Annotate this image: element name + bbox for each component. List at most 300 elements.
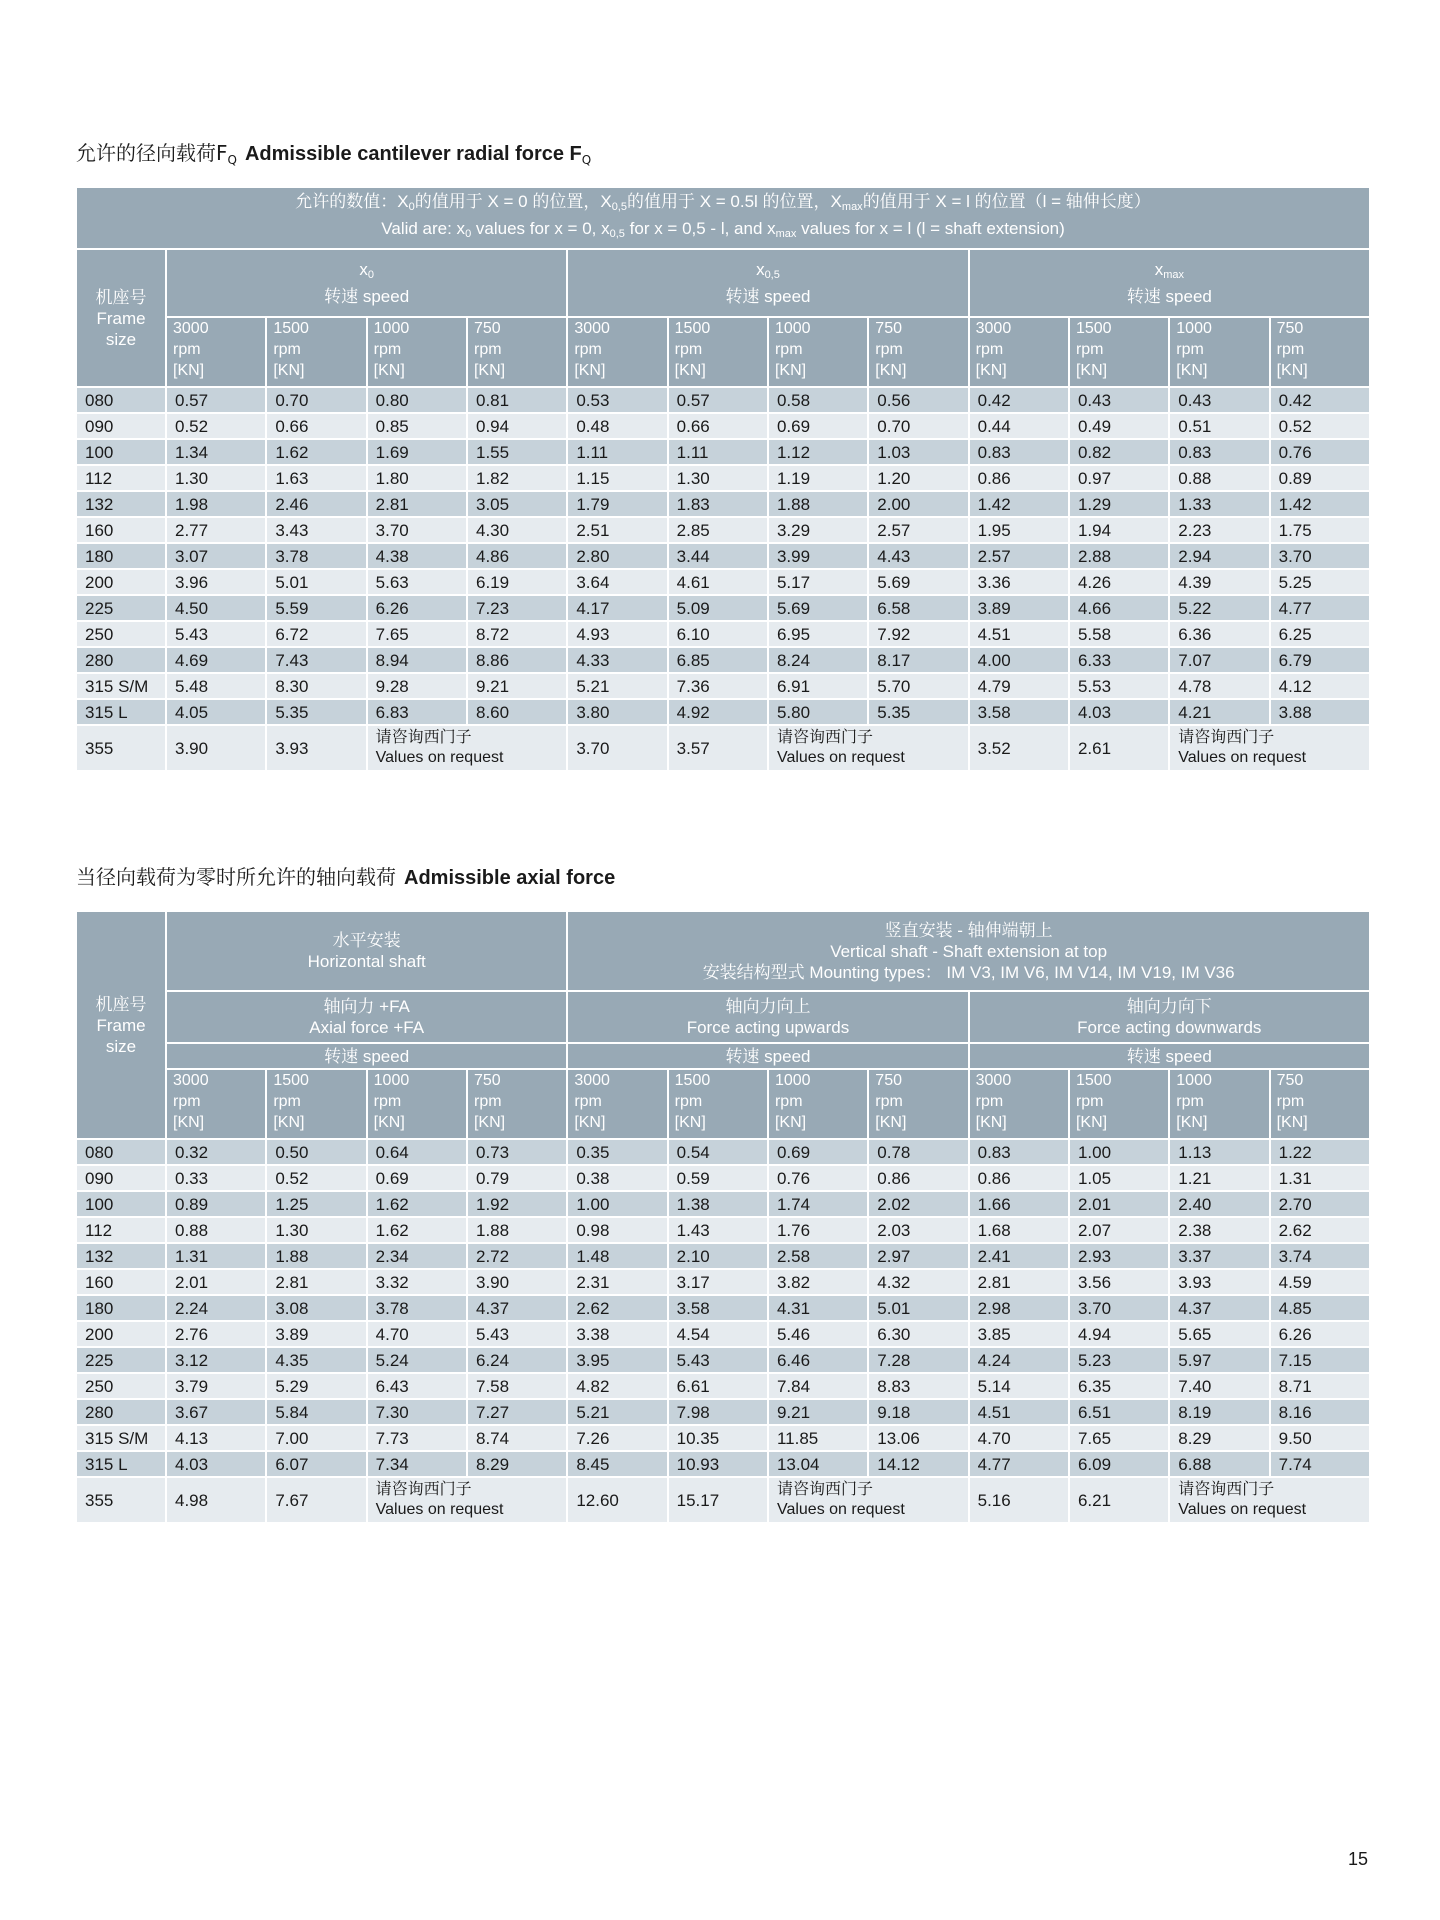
force-value-cell: 4.54: [668, 1321, 768, 1347]
force-value-cell: 0.49: [1069, 413, 1169, 439]
force-value-cell: 0.98: [567, 1217, 667, 1243]
table-row: [76, 1295, 1370, 1321]
force-value-cell: 13.04: [768, 1451, 868, 1477]
force-value-cell: 1.80: [367, 465, 467, 491]
force-value-cell: 0.88: [166, 1217, 266, 1243]
force-value-cell: 3.64: [567, 569, 667, 595]
force-value-cell: 3.29: [768, 517, 868, 543]
force-value-cell: 2.72: [467, 1243, 567, 1269]
force-value-cell: 6.61: [668, 1373, 768, 1399]
force-value-cell: 7.98: [668, 1399, 768, 1425]
force-value-cell: 0.35: [567, 1139, 667, 1165]
force-value-cell: 0.70: [868, 413, 968, 439]
mounting-types: 安装结构型式 Mounting types： IM V3, IM V6, IM V14, IM V19, IM V36: [702, 962, 1235, 982]
force-value-cell: 7.73: [367, 1425, 467, 1451]
force-value-cell: 0.66: [266, 413, 366, 439]
radial-speed-unit-header: 1500 rpm [KN]: [1069, 317, 1169, 387]
force-value-cell: 6.07: [266, 1451, 366, 1477]
force-value-cell: 0.52: [1270, 413, 1370, 439]
force-value-cell: 9.21: [467, 673, 567, 699]
force-value-cell: 2.81: [969, 1269, 1069, 1295]
force-value-cell: 3.95: [567, 1347, 667, 1373]
force-value-cell: 2.57: [868, 517, 968, 543]
force-value-cell: 6.35: [1069, 1373, 1169, 1399]
force-value-cell: 4.77: [969, 1451, 1069, 1477]
force-value-cell: 6.30: [868, 1321, 968, 1347]
force-value-cell: 4.86: [467, 543, 567, 569]
force-value-cell: 3.70: [1270, 543, 1370, 569]
force-value-cell: 2.81: [367, 491, 467, 517]
force-value-cell: 4.77: [1270, 595, 1370, 621]
force-value-cell: 8.29: [1169, 1425, 1269, 1451]
force-value-cell: 0.83: [969, 1139, 1069, 1165]
table-row: [76, 387, 1370, 413]
force-value-cell: 5.43: [467, 1321, 567, 1347]
table-row: [76, 1477, 1370, 1523]
force-value-cell: 8.72: [467, 621, 567, 647]
force-value-cell: 2.98: [969, 1295, 1069, 1321]
force-value-cell: 3.05: [467, 491, 567, 517]
frame-size-cell: 080: [76, 387, 166, 413]
force-value-cell: 5.35: [266, 699, 366, 725]
force-value-cell: 3.93: [266, 725, 366, 771]
force-value-cell: 5.23: [1069, 1347, 1169, 1373]
force-value-cell: 2.34: [367, 1243, 467, 1269]
force-value-cell: 9.50: [1270, 1425, 1370, 1451]
force-value-cell: 8.45: [567, 1451, 667, 1477]
force-value-cell: 2.58: [768, 1243, 868, 1269]
table-row: [76, 621, 1370, 647]
force-value-cell: 1.62: [367, 1191, 467, 1217]
force-value-cell: 1.42: [969, 491, 1069, 517]
force-value-cell: 0.38: [567, 1165, 667, 1191]
radial-group-xmax: $x_{max}$ 转速 speed: [969, 249, 1370, 317]
force-value-cell: 3.85: [969, 1321, 1069, 1347]
force-value-cell: 1.03: [868, 439, 968, 465]
radial-speed-unit-header: 1000 rpm [KN]: [768, 317, 868, 387]
force-value-cell: 6.10: [668, 621, 768, 647]
force-value-cell: 0.43: [1169, 387, 1269, 413]
force-value-cell: 7.84: [768, 1373, 868, 1399]
force-value-cell: 5.43: [668, 1347, 768, 1373]
force-value-cell: 7.34: [367, 1451, 467, 1477]
force-value-cell: 6.26: [1270, 1321, 1370, 1347]
force-value-cell: 2.23: [1169, 517, 1269, 543]
force-value-cell: 7.65: [1069, 1425, 1169, 1451]
frame-size-cell: 200: [76, 569, 166, 595]
force-value-cell: 4.92: [668, 699, 768, 725]
radial-group-x05: $x_{0,5}$ 转速 speed: [567, 249, 968, 317]
force-value-cell: 2.88: [1069, 543, 1169, 569]
force-value-cell: 4.51: [969, 621, 1069, 647]
force-value-cell: 7.30: [367, 1399, 467, 1425]
force-value-cell: 1.69: [367, 439, 467, 465]
force-value-cell: 3.32: [367, 1269, 467, 1295]
force-value-cell: 5.58: [1069, 621, 1169, 647]
force-value-cell: 2.02: [868, 1191, 968, 1217]
force-value-cell: 5.65: [1169, 1321, 1269, 1347]
axial-speed-unit-header: 1000 rpm [KN]: [1169, 1069, 1269, 1139]
axial-group-downwards: 轴向力向下 Force acting downwards: [969, 991, 1370, 1043]
force-value-cell: 1.94: [1069, 517, 1169, 543]
force-value-cell: 2.10: [668, 1243, 768, 1269]
force-value-cell: 8.83: [868, 1373, 968, 1399]
axial-speed-unit-header: 750 rpm [KN]: [868, 1069, 968, 1139]
force-value-cell: 6.33: [1069, 647, 1169, 673]
force-value-cell: 2.41: [969, 1243, 1069, 1269]
table-row: [76, 439, 1370, 465]
force-value-cell: 5.84: [266, 1399, 366, 1425]
radial-note: [76, 187, 1370, 249]
force-value-cell: 5.24: [367, 1347, 467, 1373]
frame-size-cell: 250: [76, 621, 166, 647]
axial-title-en: Admissible axial force: [404, 867, 616, 889]
force-value-cell: 0.51: [1169, 413, 1269, 439]
frame-size-cell: 112: [76, 1217, 166, 1243]
force-value-cell: 3.07: [166, 543, 266, 569]
radial-speed-unit-header: 750 rpm [KN]: [467, 317, 567, 387]
values-on-request-cell: 请咨询西门子 Values on request: [768, 1477, 969, 1523]
force-value-cell: 4.50: [166, 595, 266, 621]
force-value-cell: 3.70: [1069, 1295, 1169, 1321]
force-value-cell: 3.56: [1069, 1269, 1169, 1295]
force-value-cell: 2.03: [868, 1217, 968, 1243]
force-value-cell: 7.74: [1270, 1451, 1370, 1477]
force-value-cell: 1.38: [668, 1191, 768, 1217]
force-value-cell: 7.26: [567, 1425, 667, 1451]
force-value-cell: 2.77: [166, 517, 266, 543]
values-on-request-cell: 请咨询西门子 Values on request: [768, 725, 969, 771]
force-value-cell: 3.88: [1270, 699, 1370, 725]
frame-size-cell: 080: [76, 1139, 166, 1165]
force-value-cell: 2.40: [1169, 1191, 1269, 1217]
force-value-cell: 6.72: [266, 621, 366, 647]
force-value-cell: 9.28: [367, 673, 467, 699]
force-value-cell: 4.43: [868, 543, 968, 569]
force-value-cell: 0.94: [467, 413, 567, 439]
force-value-cell: 4.69: [166, 647, 266, 673]
table-row: [76, 1269, 1370, 1295]
force-value-cell: 0.89: [166, 1191, 266, 1217]
force-value-cell: 6.25: [1270, 621, 1370, 647]
force-value-cell: 3.58: [969, 699, 1069, 725]
table-row: [76, 1373, 1370, 1399]
force-value-cell: 5.69: [768, 595, 868, 621]
force-value-cell: 1.25: [266, 1191, 366, 1217]
force-value-cell: 3.70: [367, 517, 467, 543]
axial-speed-label-downwards: 转速 speed: [969, 1043, 1370, 1069]
radial-speed-unit-header: 1500 rpm [KN]: [668, 317, 768, 387]
force-value-cell: 1.48: [567, 1243, 667, 1269]
force-value-cell: 6.24: [467, 1347, 567, 1373]
table-row: [76, 1347, 1370, 1373]
force-value-cell: 5.21: [567, 673, 667, 699]
force-value-cell: 8.71: [1270, 1373, 1370, 1399]
force-value-cell: 3.57: [668, 725, 768, 771]
force-value-cell: 1.19: [768, 465, 868, 491]
force-value-cell: 2.93: [1069, 1243, 1169, 1269]
frame-size-cell: 225: [76, 1347, 166, 1373]
force-value-cell: 4.03: [1069, 699, 1169, 725]
force-value-cell: 4.78: [1169, 673, 1269, 699]
force-value-cell: 4.31: [768, 1295, 868, 1321]
force-value-cell: 0.81: [467, 387, 567, 413]
radial-title-en-sub: Q: [581, 153, 592, 167]
table-row: [76, 595, 1370, 621]
axial-section-title: [76, 861, 615, 890]
force-value-cell: 8.24: [768, 647, 868, 673]
force-value-cell: 6.79: [1270, 647, 1370, 673]
frame-size-cell: 160: [76, 1269, 166, 1295]
force-value-cell: 5.14: [969, 1373, 1069, 1399]
frame-size-cell: 315 S/M: [76, 1425, 166, 1451]
force-value-cell: 0.42: [1270, 387, 1370, 413]
force-value-cell: 5.97: [1169, 1347, 1269, 1373]
force-value-cell: 7.15: [1270, 1347, 1370, 1373]
force-value-cell: 1.20: [868, 465, 968, 491]
axial-speed-unit-header: 3000 rpm [KN]: [567, 1069, 667, 1139]
force-value-cell: 1.00: [567, 1191, 667, 1217]
force-value-cell: 12.60: [567, 1477, 667, 1523]
force-value-cell: 8.60: [467, 699, 567, 725]
force-value-cell: 4.03: [166, 1451, 266, 1477]
frame-size-cell: 200: [76, 1321, 166, 1347]
radial-speed-unit-header: 1000 rpm [KN]: [367, 317, 467, 387]
force-value-cell: 6.51: [1069, 1399, 1169, 1425]
force-value-cell: 4.70: [969, 1425, 1069, 1451]
force-value-cell: 3.90: [166, 725, 266, 771]
force-value-cell: 2.61: [1069, 725, 1169, 771]
force-value-cell: 9.18: [868, 1399, 968, 1425]
force-value-cell: 1.79: [567, 491, 667, 517]
axial-speed-unit-header: 1500 rpm [KN]: [1069, 1069, 1169, 1139]
force-value-cell: 4.66: [1069, 595, 1169, 621]
force-value-cell: 6.43: [367, 1373, 467, 1399]
force-value-cell: 7.40: [1169, 1373, 1269, 1399]
axial-speed-unit-header: 750 rpm [KN]: [1270, 1069, 1370, 1139]
force-value-cell: 2.97: [868, 1243, 968, 1269]
force-value-cell: 1.11: [567, 439, 667, 465]
force-value-cell: 5.80: [768, 699, 868, 725]
force-value-cell: 0.52: [166, 413, 266, 439]
frame-size-cell: 160: [76, 517, 166, 543]
force-value-cell: 0.83: [969, 439, 1069, 465]
force-value-cell: 0.54: [668, 1139, 768, 1165]
force-value-cell: 6.58: [868, 595, 968, 621]
table-row: [76, 569, 1370, 595]
values-on-request-cell: 请咨询西门子 Values on request: [367, 1477, 568, 1523]
force-value-cell: 4.51: [969, 1399, 1069, 1425]
force-value-cell: 2.01: [1069, 1191, 1169, 1217]
force-value-cell: 4.12: [1270, 673, 1370, 699]
force-value-cell: 1.88: [266, 1243, 366, 1269]
force-value-cell: 4.94: [1069, 1321, 1169, 1347]
force-value-cell: 7.00: [266, 1425, 366, 1451]
force-value-cell: 3.89: [266, 1321, 366, 1347]
force-value-cell: 1.31: [166, 1243, 266, 1269]
frame-size-cell: 100: [76, 439, 166, 465]
values-on-request-cell: 请咨询西门子 Values on request: [1169, 1477, 1370, 1523]
force-value-cell: 7.23: [467, 595, 567, 621]
force-value-cell: 4.37: [1169, 1295, 1269, 1321]
force-value-cell: 6.09: [1069, 1451, 1169, 1477]
force-value-cell: 7.07: [1169, 647, 1269, 673]
force-value-cell: 0.57: [668, 387, 768, 413]
frame-size-cell: 355: [76, 725, 166, 771]
values-on-request-cell: 请咨询西门子 Values on request: [367, 725, 568, 771]
force-value-cell: 2.81: [266, 1269, 366, 1295]
axial-frame-size-header: 机座号 Frame size: [76, 911, 166, 1139]
table-row: [76, 1321, 1370, 1347]
force-value-cell: 5.43: [166, 621, 266, 647]
vertical-shaft-header: 竖直安装 - 轴伸端朝上 Vertical shaft - Shaft extension at top 安装结构型式 Mounting types： IM V3, IM V6, IM V14, IM V19, IM V36: [567, 911, 1370, 991]
force-value-cell: 6.85: [668, 647, 768, 673]
force-value-cell: 0.88: [1169, 465, 1269, 491]
frame-size-cell: 250: [76, 1373, 166, 1399]
force-value-cell: 0.58: [768, 387, 868, 413]
radial-title-zh: 允许的径向载荷F: [76, 141, 228, 165]
table-row: [76, 1191, 1370, 1217]
force-value-cell: 2.70: [1270, 1191, 1370, 1217]
force-value-cell: 0.86: [868, 1165, 968, 1191]
force-value-cell: 10.35: [668, 1425, 768, 1451]
force-value-cell: 0.57: [166, 387, 266, 413]
force-value-cell: 0.59: [668, 1165, 768, 1191]
force-value-cell: 0.82: [1069, 439, 1169, 465]
force-value-cell: 3.78: [367, 1295, 467, 1321]
force-value-cell: 5.01: [266, 569, 366, 595]
force-value-cell: 2.00: [868, 491, 968, 517]
frame-size-cell: 280: [76, 1399, 166, 1425]
force-value-cell: 3.43: [266, 517, 366, 543]
radial-group-x0: $x_0$ 转速 speed: [166, 249, 567, 317]
force-value-cell: 14.12: [868, 1451, 968, 1477]
force-value-cell: 2.38: [1169, 1217, 1269, 1243]
table-row: [76, 465, 1370, 491]
force-value-cell: 1.43: [668, 1217, 768, 1243]
table-row: [76, 1399, 1370, 1425]
force-value-cell: 6.91: [768, 673, 868, 699]
force-value-cell: 1.98: [166, 491, 266, 517]
force-value-cell: 0.66: [668, 413, 768, 439]
force-value-cell: 4.17: [567, 595, 667, 621]
force-value-cell: 7.58: [467, 1373, 567, 1399]
force-value-cell: 2.31: [567, 1269, 667, 1295]
axial-speed-unit-header: 1500 rpm [KN]: [266, 1069, 366, 1139]
force-value-cell: 4.05: [166, 699, 266, 725]
radial-speed-units-row: [76, 317, 1370, 387]
force-value-cell: 7.92: [868, 621, 968, 647]
table-row: [76, 413, 1370, 439]
force-value-cell: 4.37: [467, 1295, 567, 1321]
force-value-cell: 6.19: [467, 569, 567, 595]
force-value-cell: 5.69: [868, 569, 968, 595]
force-value-cell: 5.22: [1169, 595, 1269, 621]
force-value-cell: 6.83: [367, 699, 467, 725]
force-value-cell: 1.75: [1270, 517, 1370, 543]
radial-speed-unit-header: 1500 rpm [KN]: [266, 317, 366, 387]
force-value-cell: 3.79: [166, 1373, 266, 1399]
frame-size-cell: 315 L: [76, 699, 166, 725]
force-value-cell: 1.76: [768, 1217, 868, 1243]
force-value-cell: 4.13: [166, 1425, 266, 1451]
force-value-cell: 0.50: [266, 1139, 366, 1165]
force-value-cell: 1.30: [266, 1217, 366, 1243]
axial-speed-unit-header: 750 rpm [KN]: [467, 1069, 567, 1139]
force-value-cell: 2.57: [969, 543, 1069, 569]
force-value-cell: 0.76: [768, 1165, 868, 1191]
frame-size-cell: 132: [76, 1243, 166, 1269]
force-value-cell: 2.94: [1169, 543, 1269, 569]
force-value-cell: 3.74: [1270, 1243, 1370, 1269]
force-value-cell: 4.79: [969, 673, 1069, 699]
force-value-cell: 2.62: [567, 1295, 667, 1321]
force-value-cell: 5.09: [668, 595, 768, 621]
axial-speed-label-upwards: 转速 speed: [567, 1043, 968, 1069]
force-value-cell: 4.70: [367, 1321, 467, 1347]
force-value-cell: 3.17: [668, 1269, 768, 1295]
force-value-cell: 1.21: [1169, 1165, 1269, 1191]
force-value-cell: 8.30: [266, 673, 366, 699]
radial-speed-unit-header: 3000 rpm [KN]: [567, 317, 667, 387]
force-value-cell: 2.07: [1069, 1217, 1169, 1243]
force-value-cell: 4.82: [567, 1373, 667, 1399]
force-value-cell: 6.36: [1169, 621, 1269, 647]
force-value-cell: 8.17: [868, 647, 968, 673]
force-value-cell: 6.26: [367, 595, 467, 621]
force-value-cell: 4.39: [1169, 569, 1269, 595]
force-value-cell: 5.17: [768, 569, 868, 595]
force-value-cell: 4.00: [969, 647, 1069, 673]
force-value-cell: 2.46: [266, 491, 366, 517]
force-value-cell: 8.94: [367, 647, 467, 673]
axial-title-zh: 当径向载荷为零时所允许的轴向载荷: [76, 865, 396, 889]
force-value-cell: 7.36: [668, 673, 768, 699]
force-value-cell: 0.56: [868, 387, 968, 413]
force-value-cell: 0.97: [1069, 465, 1169, 491]
force-value-cell: 3.82: [768, 1269, 868, 1295]
force-value-cell: 0.73: [467, 1139, 567, 1165]
table-row: [76, 1243, 1370, 1269]
force-value-cell: 2.24: [166, 1295, 266, 1321]
force-value-cell: 3.99: [768, 543, 868, 569]
force-value-cell: 0.69: [768, 413, 868, 439]
force-value-cell: 3.36: [969, 569, 1069, 595]
force-value-cell: 3.80: [567, 699, 667, 725]
force-value-cell: 1.34: [166, 439, 266, 465]
force-value-cell: 4.33: [567, 647, 667, 673]
force-value-cell: 1.11: [668, 439, 768, 465]
force-value-cell: 1.31: [1270, 1165, 1370, 1191]
axial-group-upwards: 轴向力向上 Force acting upwards: [567, 991, 968, 1043]
force-value-cell: 1.00: [1069, 1139, 1169, 1165]
force-value-cell: 4.24: [969, 1347, 1069, 1373]
force-value-cell: 5.35: [868, 699, 968, 725]
force-value-cell: 1.88: [467, 1217, 567, 1243]
force-value-cell: 1.62: [367, 1217, 467, 1243]
force-value-cell: 3.96: [166, 569, 266, 595]
table-row: [76, 491, 1370, 517]
force-value-cell: 0.86: [969, 465, 1069, 491]
force-value-cell: 4.93: [567, 621, 667, 647]
radial-speed-unit-header: 750 rpm [KN]: [1270, 317, 1370, 387]
axial-speed-unit-header: 1500 rpm [KN]: [668, 1069, 768, 1139]
force-value-cell: 6.88: [1169, 1451, 1269, 1477]
force-value-cell: 0.89: [1270, 465, 1370, 491]
force-value-cell: 0.53: [567, 387, 667, 413]
force-value-cell: 3.08: [266, 1295, 366, 1321]
force-value-cell: 4.35: [266, 1347, 366, 1373]
